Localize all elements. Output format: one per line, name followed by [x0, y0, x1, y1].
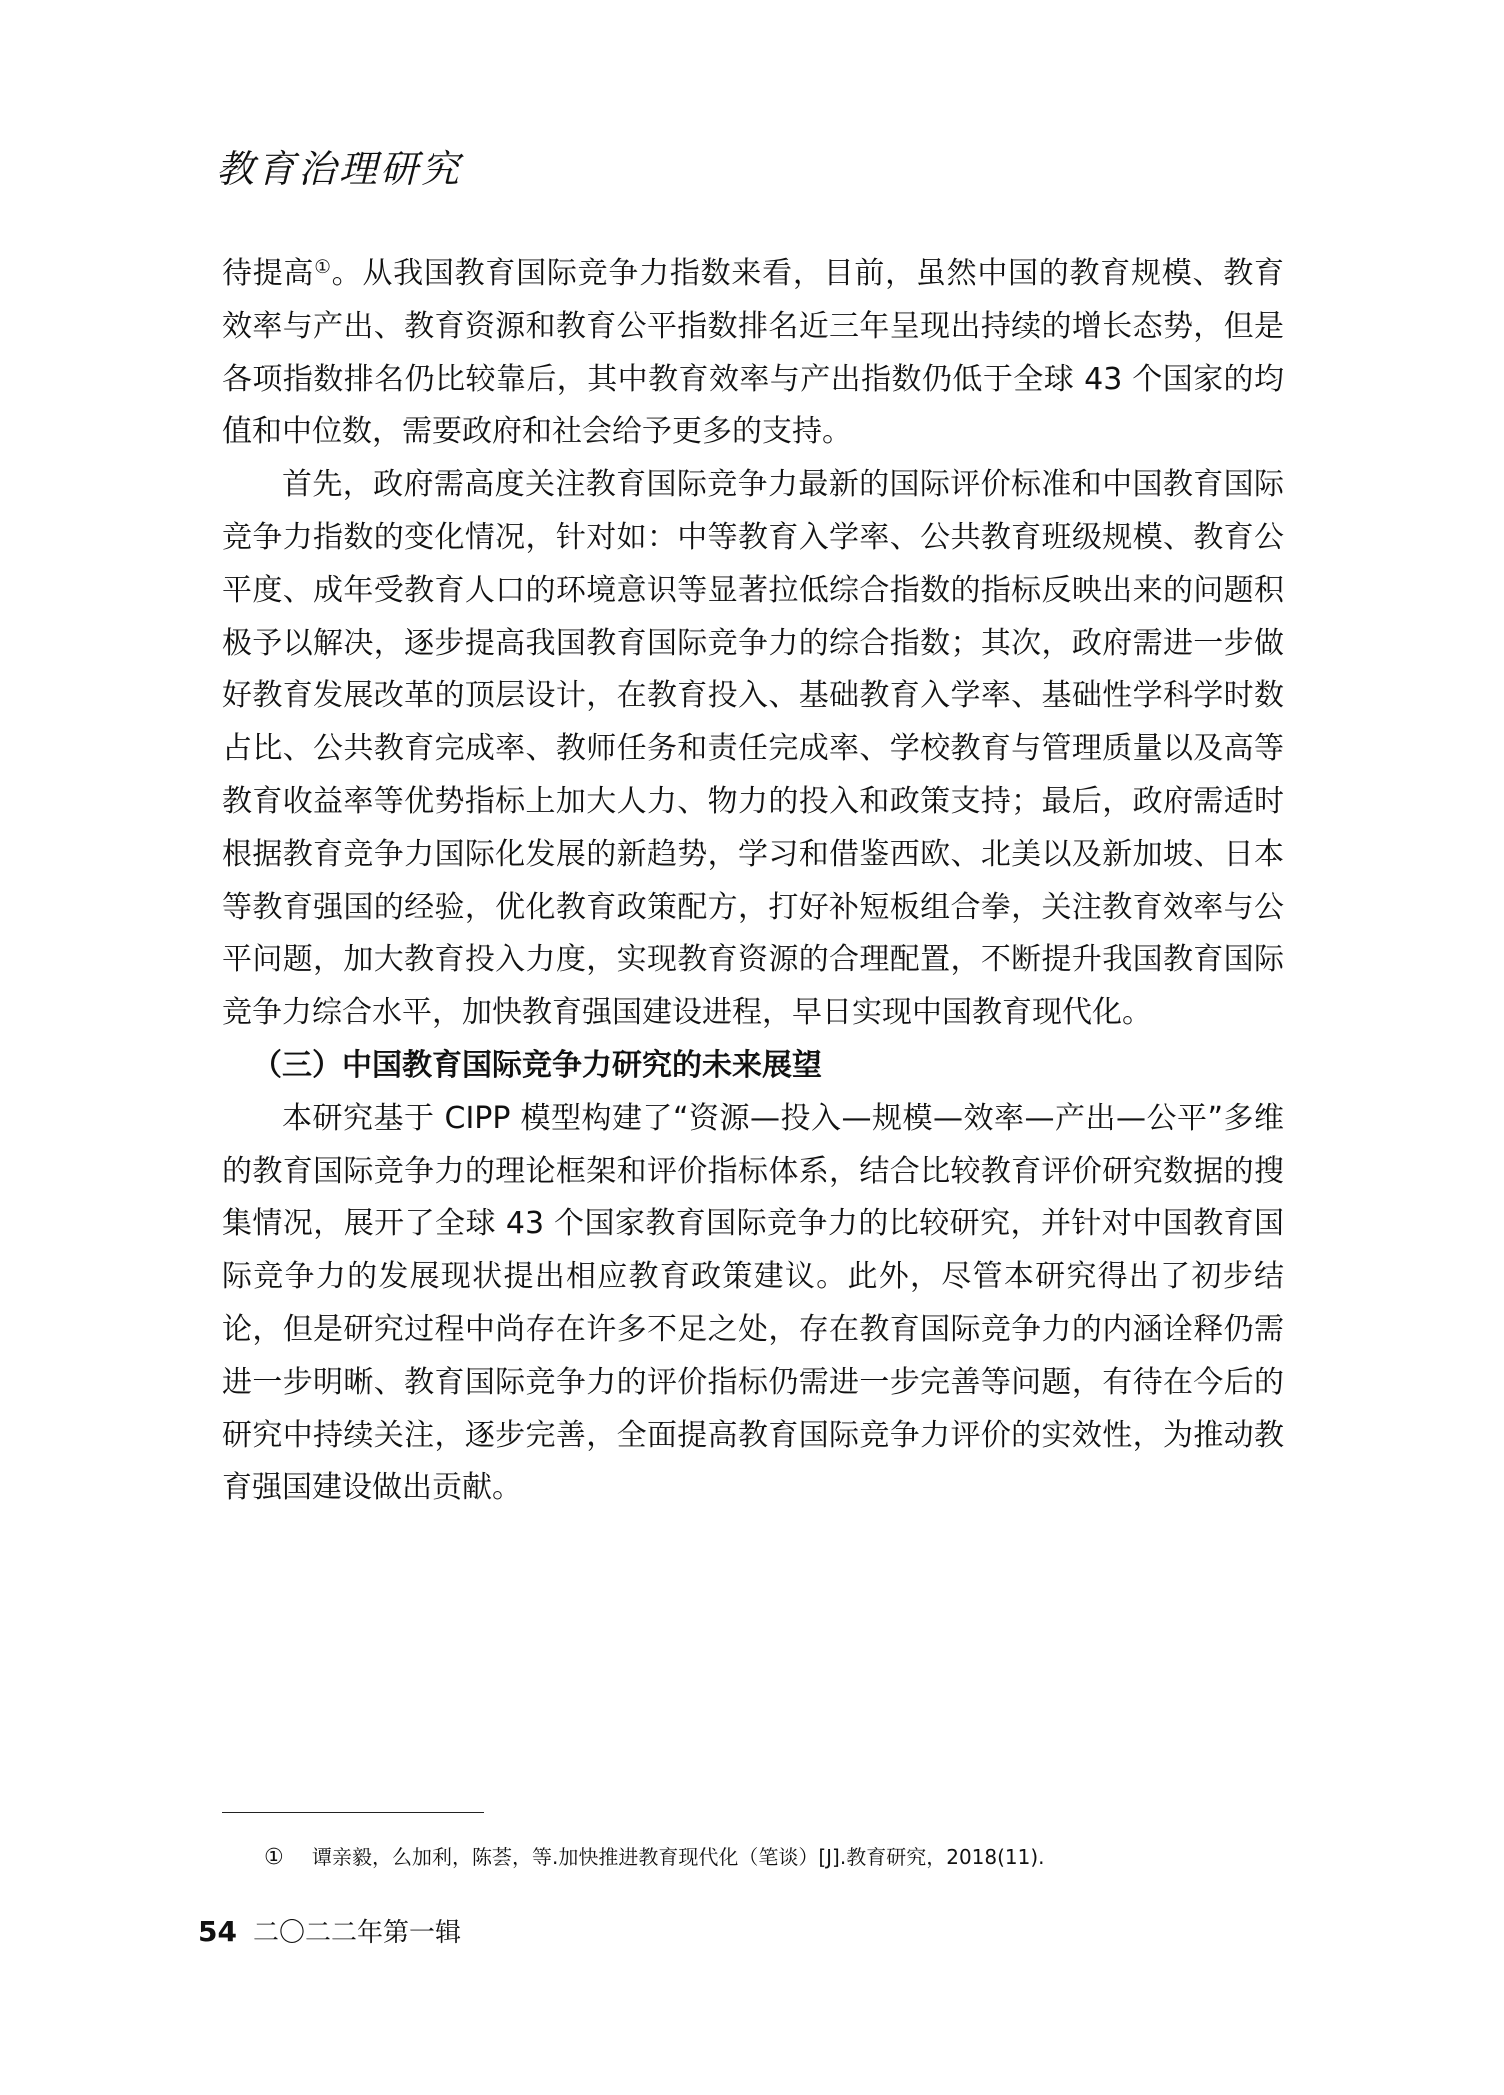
footnote-marker: ① [264, 1845, 284, 1870]
paragraph-3: 本研究基于 CIPP 模型构建了“资源—投入—规模—效率—产出—公平”多维的教育国际竞争力的理论框架和评价指标体系，结合比较教育评价研究数据的搜集情况，展开了全球 43 个国家教育国际竞争力的比较研究，并针对中国教育国际竞争力的发展现状提出相应教育政策建议。此外，尽管本研究得出了初步结论，但是研究过程中尚存在许多不足之处，存在教育国际竞争力的内涵诠释仍需进一步明晰、教育国际竞争力的评价指标仍需进一步完善等问题，有待在今后的研究中持续关注，逐步完善，全面提高教育国际竞争力评价的实效性，为推动教育强国建设做出贡献。 [222, 1100, 1284, 1506]
paragraph-1-start: 待提高 [222, 256, 315, 291]
paragraph-2: 首先，政府需高度关注教育国际竞争力最新的国际评价标准和中国教育国际竞争力指数的变化情况，针对如：中等教育入学率、公共教育班级规模、教育公平度、成年受教育人口的环境意识等显著拉低综合指数的指标反映出来的问题积极予以解决，逐步提高我国教育国际竞争力的综合指数；其次，政府需进一步做好教育发展改革的顶层设计，在教育投入、基础教育入学率、基础性学科学时数占比、公共教育完成率、教师任务和责任完成率、学校教育与管理质量以及高等教育收益率等优势指标上加大人力、物力的投入和政策支持；最后，政府需适时根据教育竞争力国际化发展的新趋势，学习和借鉴西欧、北美以及新加坡、日本等教育强国的经验，优化教育政策配方，打好补短板组合拳，关注教育效率与公平问题，加大教育投入力度，实现教育资源的合理配置，不断提升我国教育国际竞争力综合水平，加快教育强国建设进程，早日实现中国教育现代化。 [222, 467, 1284, 1031]
paragraph-1 [222, 248, 1284, 459]
footnote-reference[interactable]: ① [314, 256, 332, 278]
footnote-text: 谭亲毅，么加利，陈荟，等.加快推进教育现代化（笔谈）[J].教育研究，2018(11). [312, 1845, 1045, 1869]
section-heading: （三）中国教育国际竞争力研究的未来展望 [252, 1047, 822, 1083]
page-number: 54 [198, 1915, 237, 1948]
footnote [264, 1842, 1284, 1873]
main-text [222, 248, 1284, 1515]
issue-label: 二〇二二年第一辑 [252, 1918, 461, 1948]
page-footer [198, 1912, 461, 1949]
running-head: 教育治理研究 [216, 147, 463, 191]
paragraph-1-rest: 。从我国教育国际竞争力指数来看，目前，虽然中国的教育规模、教育效率与产出、教育资源和教育公平指数排名近三年呈现出持续的增长态势，但是各项指数排名仍比较靠后，其中教育效率与产出指数仍低于全球 43 个国家的均值和中位数，需要政府和社会给予更多的支持。 [222, 256, 1285, 450]
footnote-divider [222, 1812, 484, 1813]
